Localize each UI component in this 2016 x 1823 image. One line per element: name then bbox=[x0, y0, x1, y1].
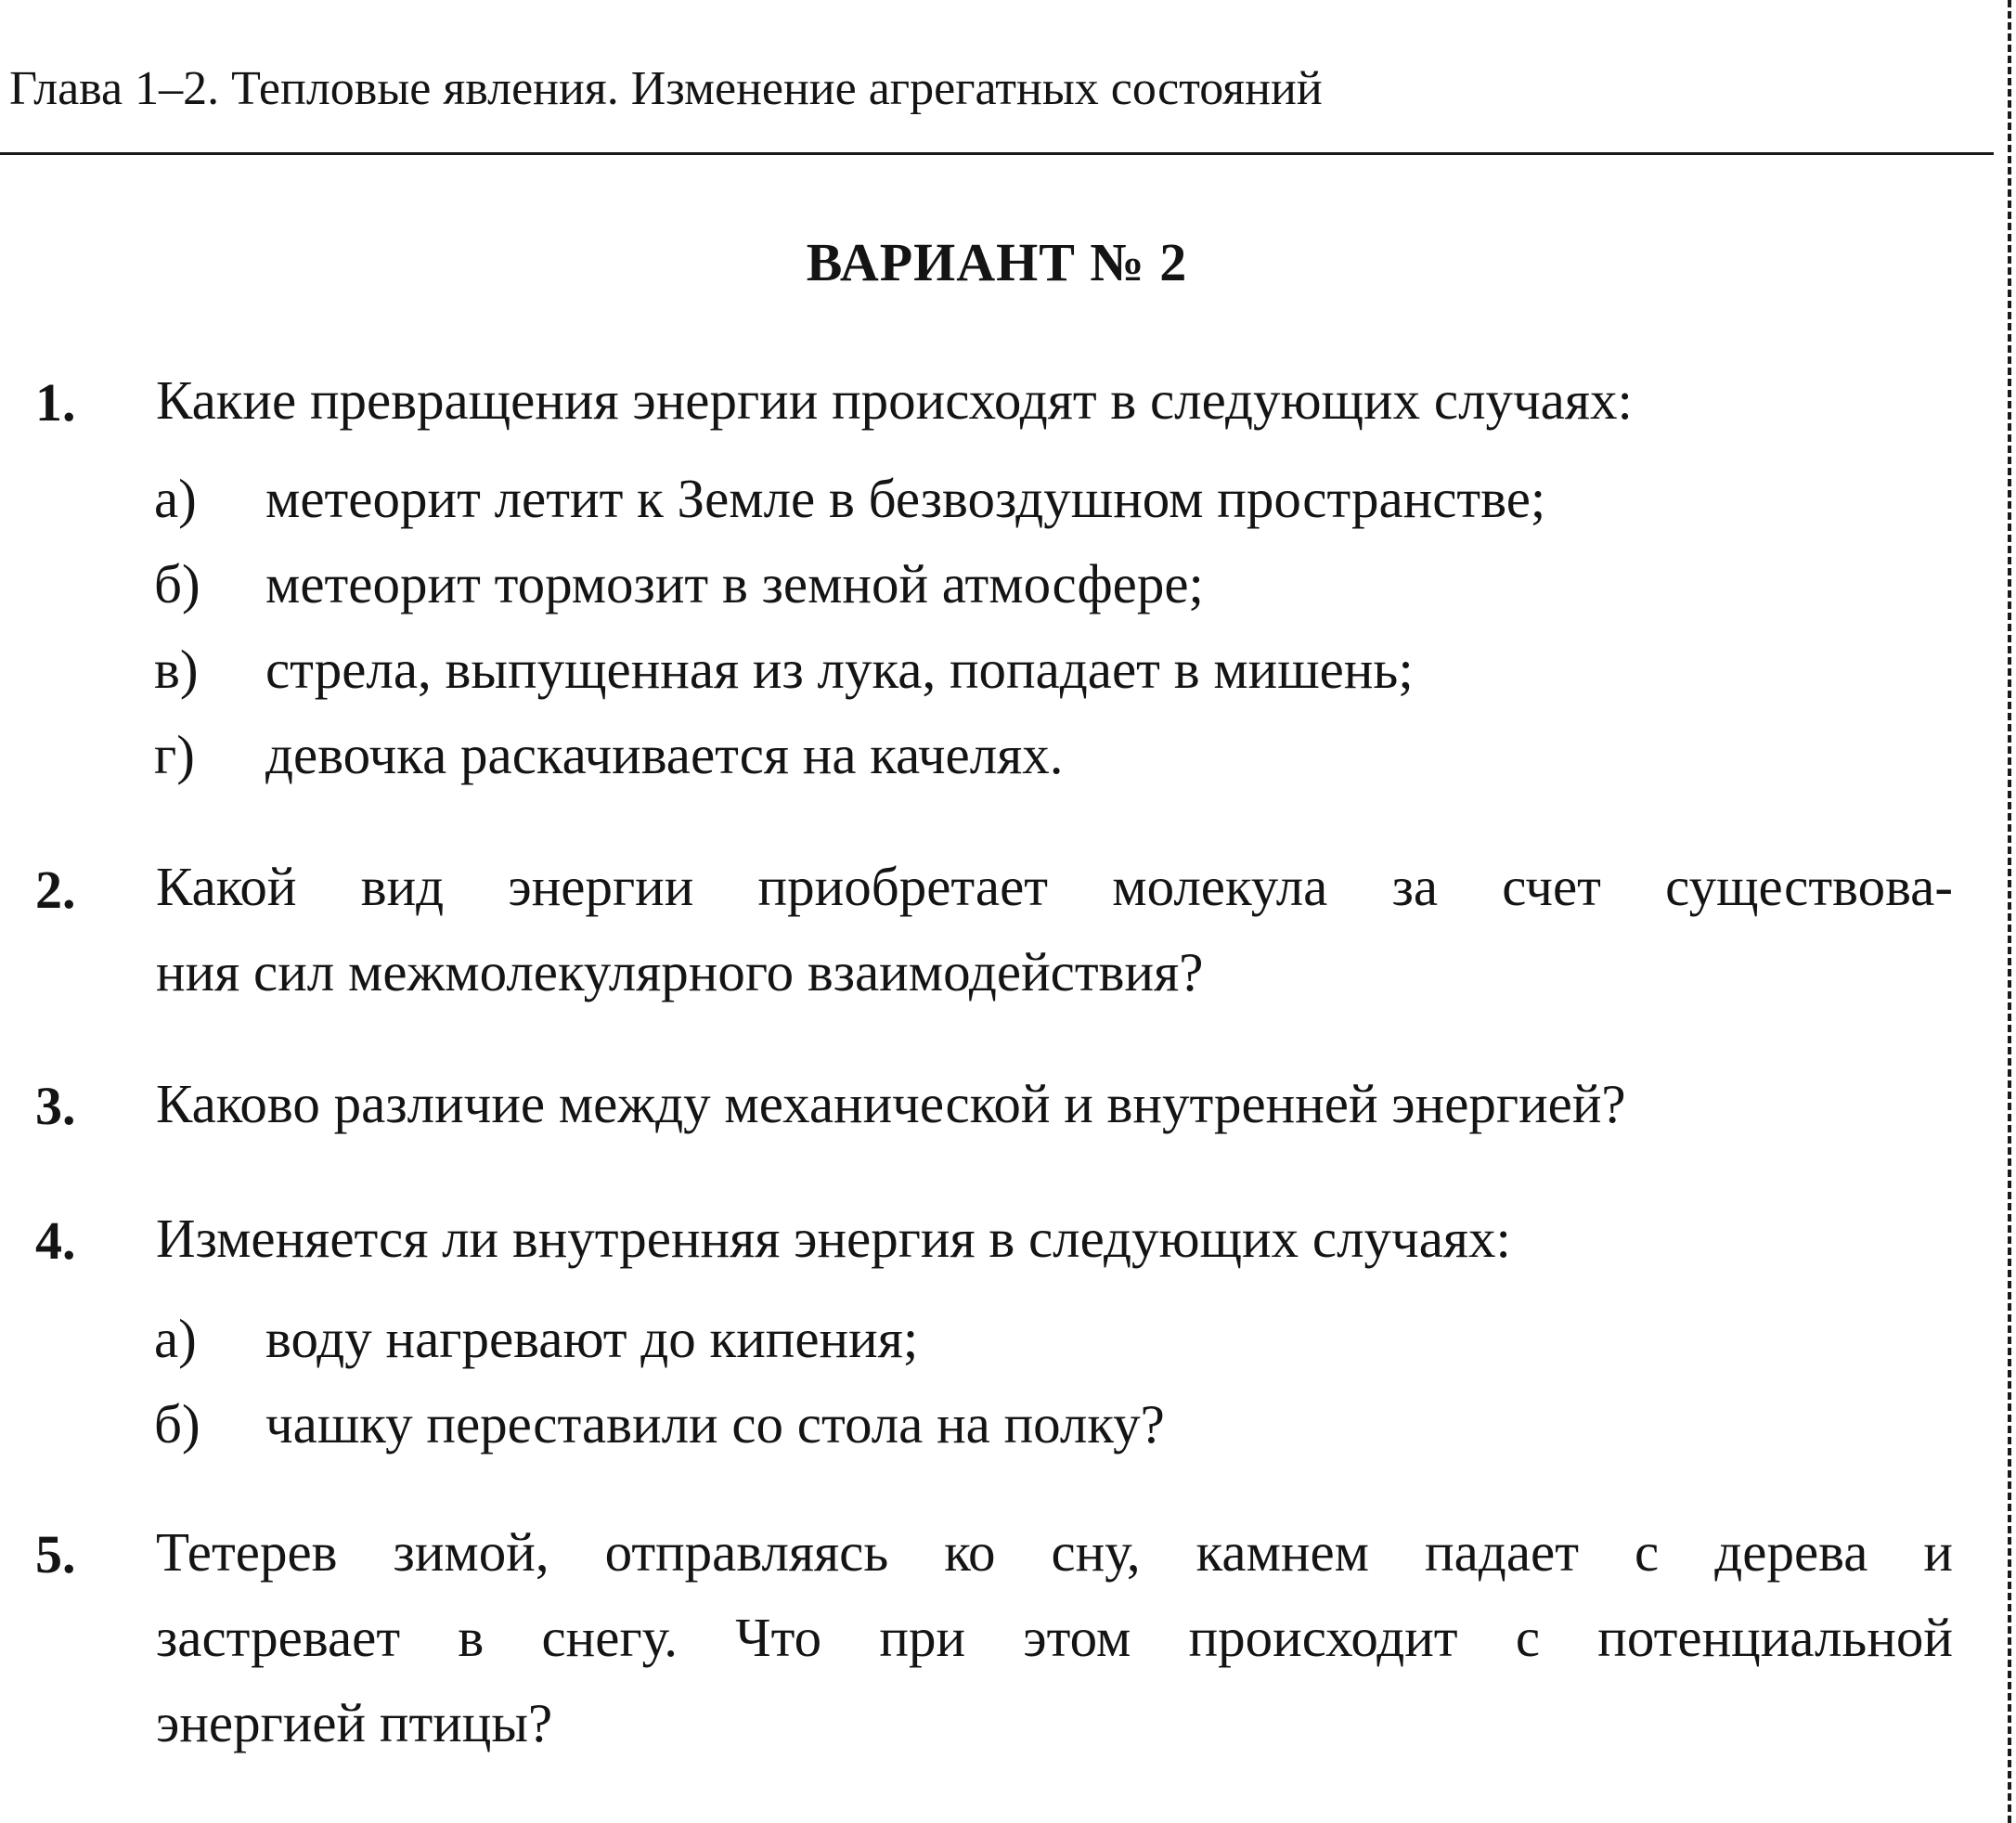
question-text: Каково различие между механической и внутренней энергией? bbox=[156, 1073, 1626, 1134]
question-text: ния сил межмолекулярного взаимодействия? bbox=[156, 941, 1204, 1002]
option-letter: б) bbox=[154, 553, 200, 614]
option-letter: б) bbox=[154, 1393, 200, 1455]
question-text: Какой вид энергии приобретает молекула за счет существова- bbox=[156, 856, 1953, 917]
option-text: стрела, выпущенная из лука, попадает в мишень; bbox=[265, 639, 1414, 700]
question-text: застревает в снегу. Что при этом происходит с потенциальной bbox=[156, 1607, 1953, 1668]
option-text: чашку переставили со стола на полку? bbox=[265, 1393, 1165, 1455]
question-number: 4. bbox=[35, 1210, 76, 1271]
cut-line bbox=[2008, 0, 2011, 1823]
question-text: Тетерев зимой, отправляясь ко сну, камнем падает с дерева и bbox=[156, 1521, 1953, 1583]
question-number: 5. bbox=[35, 1524, 76, 1584]
option-text: метеорит тормозит в земной атмосфере; bbox=[265, 553, 1204, 614]
question-number: 2. bbox=[35, 860, 76, 920]
option-letter: в) bbox=[154, 639, 199, 700]
question-number: 3. bbox=[35, 1076, 76, 1136]
question-text: Какие превращения энергии происходят в следующих случаях: bbox=[156, 369, 1633, 431]
question-text: энергией птицы? bbox=[156, 1692, 553, 1753]
variant-title: ВАРИАНТ № 2 bbox=[806, 232, 1188, 292]
option-letter: а) bbox=[154, 468, 197, 529]
question-text: Изменяется ли внутренняя энергия в следующих случаях: bbox=[156, 1208, 1511, 1269]
option-letter: г) bbox=[154, 724, 195, 785]
option-text: девочка раскачивается на качелях. bbox=[265, 724, 1064, 785]
option-text: метеорит летит к Земле в безвоздушном пространстве; bbox=[265, 468, 1546, 529]
option-text: воду нагревают до кипения; bbox=[265, 1308, 919, 1369]
header-divider bbox=[0, 152, 1994, 155]
running-header: Глава 1–2. Тепловые явления. Изменение агрегатных состояний bbox=[9, 62, 1323, 115]
option-letter: а) bbox=[154, 1308, 197, 1369]
question-number: 1. bbox=[35, 372, 76, 433]
